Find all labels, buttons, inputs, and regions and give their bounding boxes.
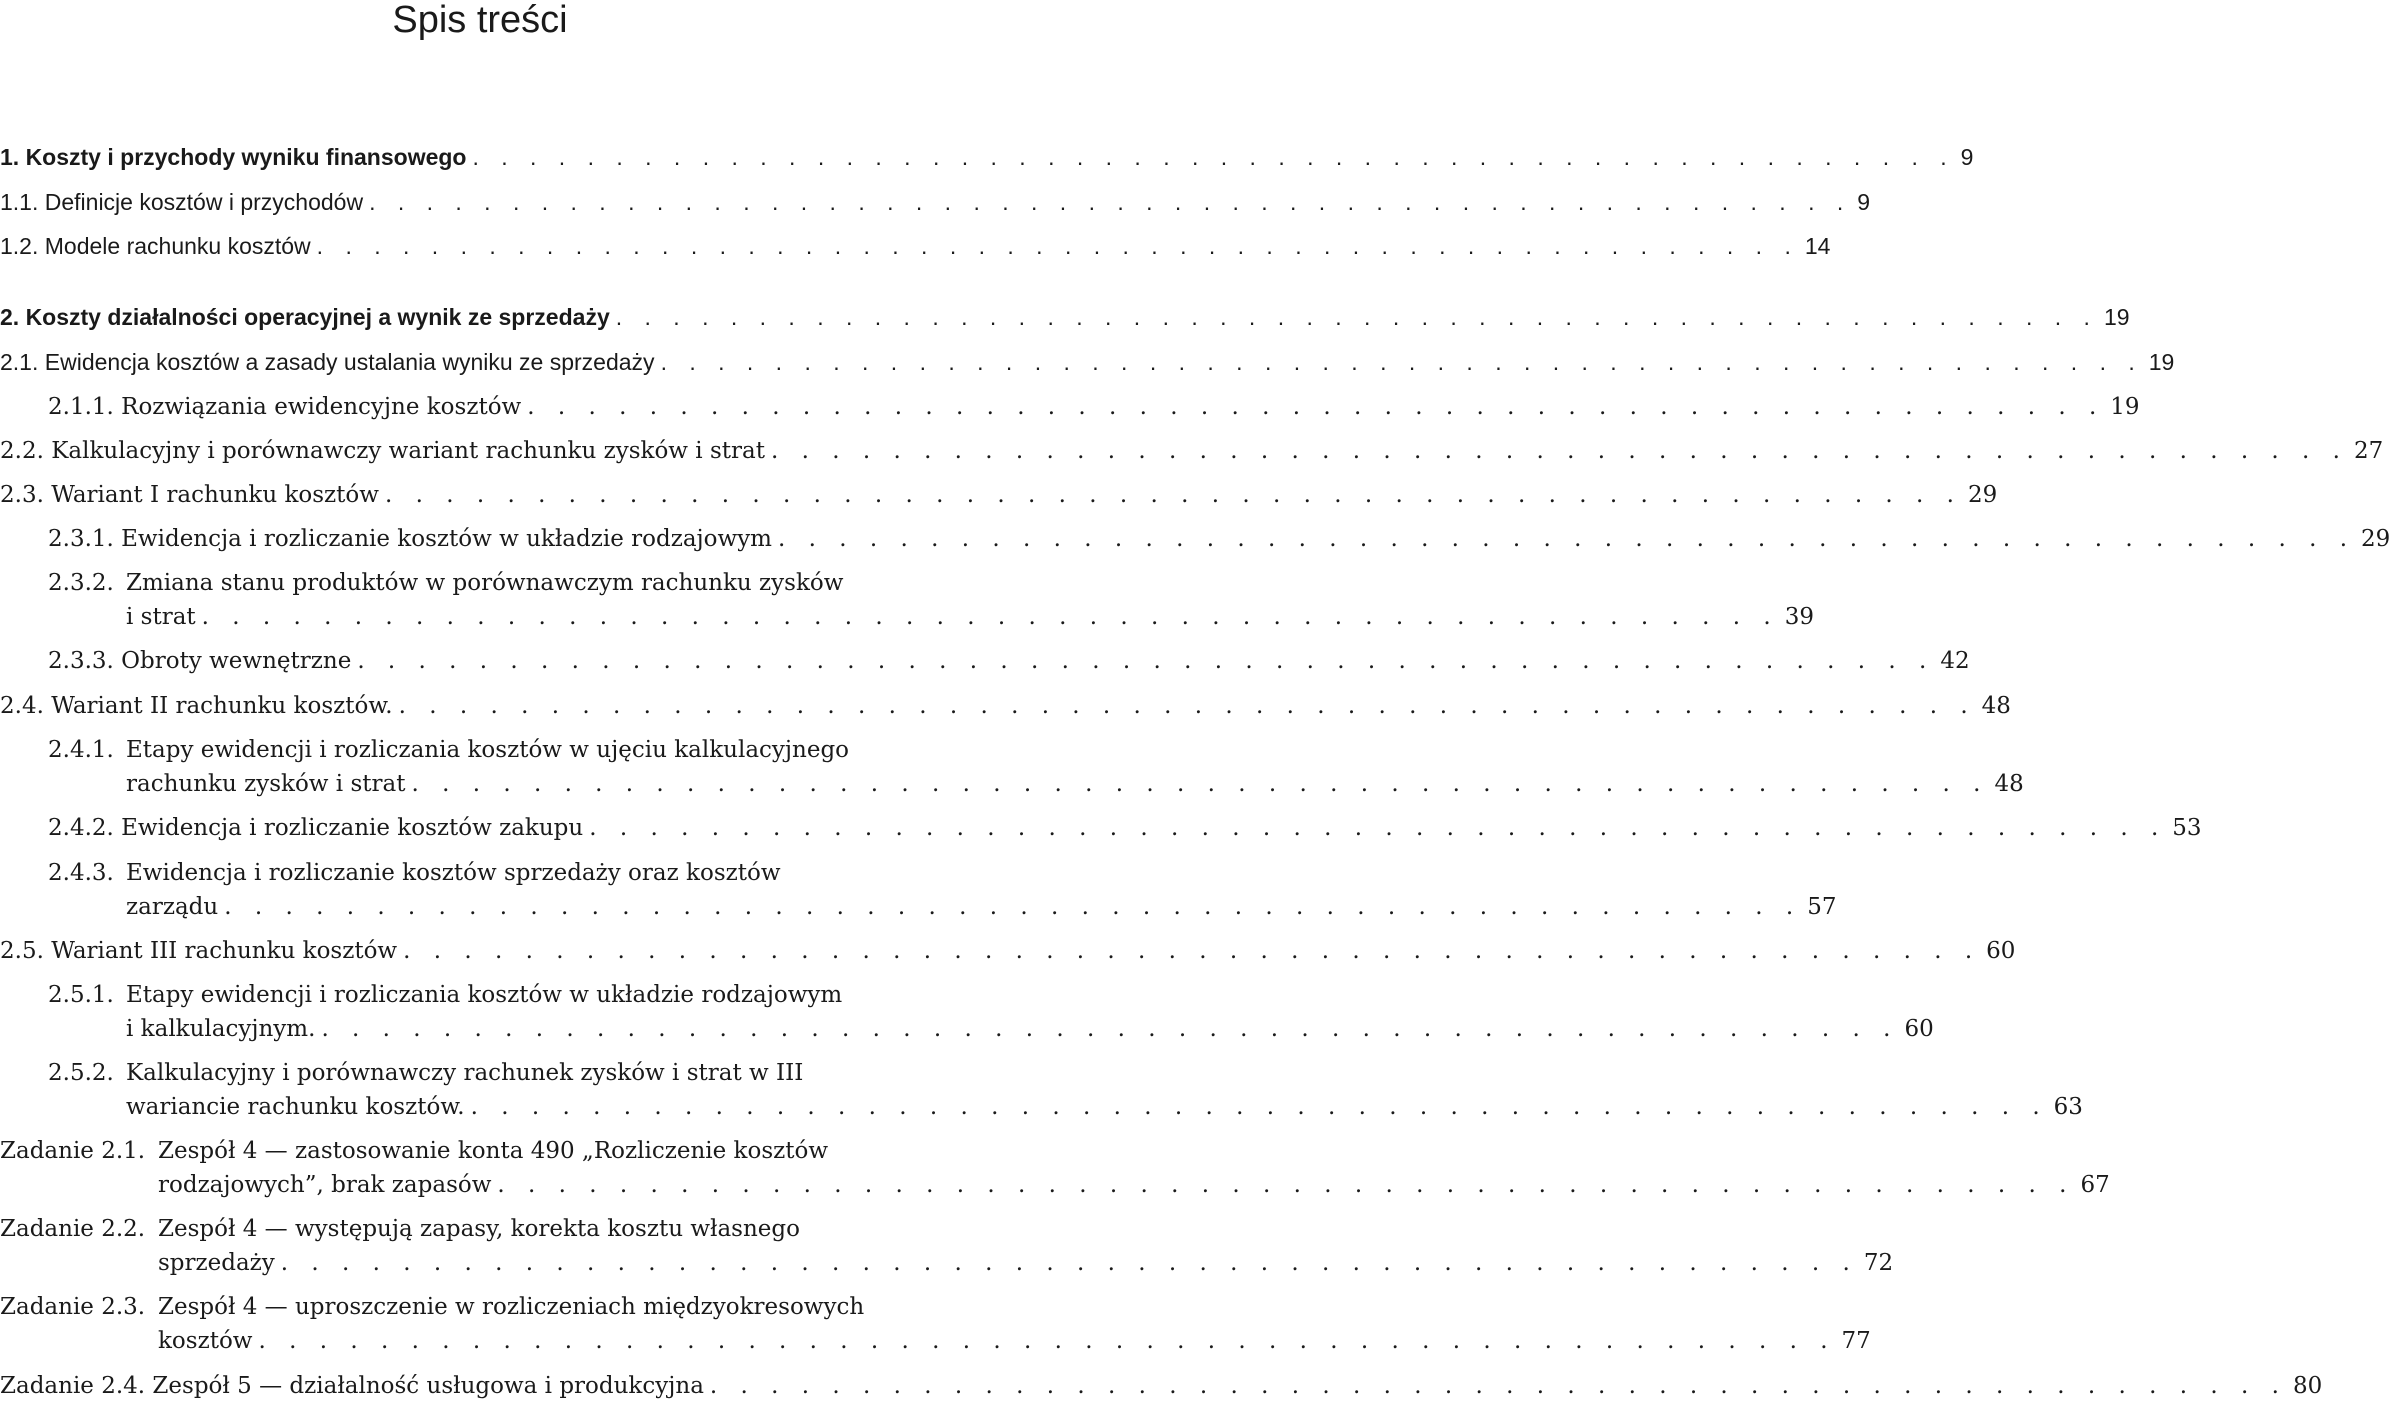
toc-entry[interactable] [0, 434, 2384, 468]
toc-entry[interactable] [48, 566, 1814, 634]
toc-entry-number: Zadanie 2.3. [0, 1294, 146, 1320]
toc-page-number: 53 [2172, 815, 2202, 841]
dot-leader: . . . . . . . . . . . . . . . . . . . . . . . . . . . . . . . . . . . . . . . . . . . . . . . . . . . . [258, 1328, 1836, 1354]
toc-entry[interactable] [0, 478, 1998, 512]
toc-page-number: 9 [1857, 189, 1871, 215]
toc-page-number: 19 [2148, 349, 2175, 375]
dot-leader: . . . . . . . . . . . . . . . . . . . . . . . . . . . . . . . . . . . . . . . . . . . . . . . . . . . . [589, 815, 2167, 841]
toc-entry[interactable] [48, 390, 2140, 424]
toc-entry[interactable] [0, 229, 1831, 263]
toc-entry-text: wariancie rachunku kosztów. [126, 1094, 465, 1120]
toc-entry-text: Kalkulacyjny i porównawczy rachunek zysków i strat w III [126, 1060, 804, 1086]
toc-page-number: 39 [1784, 604, 1814, 630]
toc-entry-text: 1. Koszty i przychody wyniku finansowego [0, 144, 467, 170]
toc-entry-text: 2.2. Kalkulacyjny i porównawczy wariant rachunku zysków i strat [0, 438, 765, 464]
toc-page-number: 60 [1904, 1016, 1934, 1042]
toc-entry[interactable] [48, 811, 2202, 845]
toc-entry[interactable] [48, 856, 1837, 924]
toc-entry[interactable] [48, 644, 1970, 678]
toc-entry-text: Ewidencja i rozliczanie kosztów sprzedaży oraz kosztów [126, 860, 781, 886]
toc-entry-number: 2.5.2. [48, 1060, 114, 1086]
dot-leader: . . . . . . . . . . . . . . . . . . . . . . . . . . . . . . . . . . . . . . . . . . . . . . . . . . . . [280, 1250, 1858, 1276]
dot-leader: . . . . . . . . . . . . . . . . . . . . . . . . . . . . . . . . . . . . . . . . . . . . . . . . . . . . [357, 648, 1935, 674]
toc-page-number: 14 [1804, 233, 1831, 259]
toc-entry[interactable] [0, 185, 1871, 219]
toc-page-number: 60 [1986, 938, 2016, 964]
toc-entry[interactable] [48, 978, 1934, 1046]
dot-leader: . . . . . . . . . . . . . . . . . . . . . . . . . . . . . . . . . . . . . . . . . . . . . . . . . . . . [398, 693, 1976, 719]
toc-entry[interactable] [0, 140, 1974, 174]
toc-entry-text: 2.1.1. Rozwiązania ewidencyjne kosztów [48, 394, 522, 420]
toc-entry-text: 2.3.1. Ewidencja i rozliczanie kosztów w układzie rodzajowym [48, 526, 772, 552]
toc-page-number: 80 [2292, 1373, 2323, 1399]
toc-entry-text: 2.3. Wariant I rachunku kosztów [0, 482, 379, 508]
toc-entry[interactable] [0, 1290, 1871, 1358]
toc-entry[interactable] [48, 1056, 2083, 1124]
toc-entry[interactable] [0, 689, 2011, 723]
toc-entry[interactable] [48, 522, 2390, 556]
toc-page-number: 29 [2361, 526, 2390, 552]
toc-entry-text: i kalkulacyjnym. [126, 1016, 316, 1042]
dot-leader: . . . . . . . . . . . . . . . . . . . . . . . . . . . . . . . . . . . . . . . . . . . . . . . . . . . . [770, 438, 2348, 464]
dot-leader: . . . . . . . . . . . . . . . . . . . . . . . . . . . . . . . . . . . . . . . . . . . . . . . . . . . . [403, 938, 1981, 964]
toc-entry-text: rodzajowych”, brak zapasów [158, 1172, 492, 1198]
toc-entry-text: 2.5. Wariant III rachunku kosztów [0, 938, 398, 964]
toc-entry-number: 2.4.3. [48, 860, 114, 886]
toc-page-number: 27 [2354, 438, 2384, 464]
toc-entry-text: Zmiana stanu produktów w porównawczym rachunku zysków [126, 570, 844, 596]
toc-entry-text: kosztów [158, 1328, 253, 1354]
toc-page-number: 63 [2053, 1094, 2083, 1120]
toc-entry-text: Etapy ewidencji i rozliczania kosztów w układzie rodzajowym [126, 982, 843, 1008]
toc-entry-text: rachunku zysków i strat [126, 771, 406, 797]
toc-entry-number: 2.4.1. [48, 737, 114, 763]
dot-leader: . . . . . . . . . . . . . . . . . . . . . . . . . . . . . . . . . . . . . . . . . . . . . . . . . . . . [615, 304, 2098, 330]
toc-entry-number: Zadanie 2.2. [0, 1216, 146, 1242]
dot-leader: . . . . . . . . . . . . . . . . . . . . . . . . . . . . . . . . . . . . . . . . . . . . . . . . . . . . [778, 526, 2356, 552]
dot-leader: . . . . . . . . . . . . . . . . . . . . . . . . . . . . . . . . . . . . . . . . . . . . . . . . . . . . [316, 233, 1799, 259]
toc-entry-text: zarządu [126, 894, 219, 920]
toc-page-number: 19 [2103, 304, 2130, 330]
dot-leader: . . . . . . . . . . . . . . . . . . . . . . . . . . . . . . . . . . . . . . . . . . . . . . . . . . . . [470, 1094, 2048, 1120]
dot-leader: . . . . . . . . . . . . . . . . . . . . . . . . . . . . . . . . . . . . . . . . . . . . . . . . . . . . [411, 771, 1989, 797]
toc-page-number: 48 [1981, 693, 2011, 719]
toc-page-number: 77 [1841, 1328, 1871, 1354]
dot-leader: . . . . . . . . . . . . . . . . . . . . . . . . . . . . . . . . . . . . . . . . . . . . . . . . . . . . [201, 604, 1779, 630]
toc-entry[interactable] [0, 345, 2175, 379]
dot-leader: . . . . . . . . . . . . . . . . . . . . . . . . . . . . . . . . . . . . . . . . . . . . . . . . . . . . [472, 144, 1955, 170]
toc-entry-text: Zespół 4 — uproszczenie w rozliczeniach międzyokresowych [158, 1294, 865, 1320]
toc-entry-text: Zespół 4 — występują zapasy, korekta kosztu własnego [158, 1216, 800, 1242]
toc-entry-text: Zadanie 2.4. Zespół 5 — działalność usługowa i produkcyjna [0, 1373, 704, 1399]
toc-page-number: 72 [1863, 1250, 1894, 1276]
dot-leader: . . . . . . . . . . . . . . . . . . . . . . . . . . . . . . . . . . . . . . . . . . . . . . . . . . . . [709, 1373, 2287, 1399]
toc-entry[interactable] [0, 300, 2130, 334]
toc-entry-text: 2.4. Wariant II rachunku kosztów. [0, 693, 393, 719]
toc-page-number: 57 [1807, 894, 1837, 920]
toc-page-number: 42 [1940, 648, 1970, 674]
toc-entry-text: Zespół 4 — zastosowanie konta 490 „Rozliczenie kosztów [158, 1138, 829, 1164]
toc-entry-number: 2.5.1. [48, 982, 114, 1008]
toc-entry-text: 2.1. Ewidencja kosztów a zasady ustalania wyniku ze sprzedaży [0, 349, 655, 375]
dot-leader: . . . . . . . . . . . . . . . . . . . . . . . . . . . . . . . . . . . . . . . . . . . . . . . . . . . . [497, 1172, 2075, 1198]
toc-entry[interactable] [0, 934, 2016, 968]
toc-entry-text: 2.4.2. Ewidencja i rozliczanie kosztów zakupu [48, 815, 584, 841]
dot-leader: . . . . . . . . . . . . . . . . . . . . . . . . . . . . . . . . . . . . . . . . . . . . . . . . . . . . [384, 482, 1962, 508]
toc-entry-text: 1.2. Modele rachunku kosztów [0, 233, 311, 259]
toc-entry-text: 2.3.3. Obroty wewnętrzne [48, 648, 352, 674]
dot-leader: . . . . . . . . . . . . . . . . . . . . . . . . . . . . . . . . . . . . . . . . . . . . . . . . . . . . [660, 349, 2143, 375]
toc-entry-text: Etapy ewidencji i rozliczania kosztów w ujęciu kalkulacyjnego [126, 737, 850, 763]
toc-entry-text: i strat [126, 604, 196, 630]
dot-leader: . . . . . . . . . . . . . . . . . . . . . . . . . . . . . . . . . . . . . . . . . . . . . . . . . . . . [369, 189, 1852, 215]
dot-leader: . . . . . . . . . . . . . . . . . . . . . . . . . . . . . . . . . . . . . . . . . . . . . . . . . . . . [527, 394, 2105, 420]
toc-page-number: 48 [1994, 771, 2024, 797]
toc-entry-number: Zadanie 2.1. [0, 1138, 146, 1164]
dot-leader: . . . . . . . . . . . . . . . . . . . . . . . . . . . . . . . . . . . . . . . . . . . . . . . . . . . . [321, 1016, 1899, 1042]
toc-entry-text: 2. Koszty działalności operacyjnej a wynik ze sprzedaży [0, 304, 610, 330]
toc-page-number: 67 [2080, 1172, 2110, 1198]
toc-entry[interactable] [0, 1369, 2323, 1403]
page-title: Spis treści [392, 0, 568, 41]
toc-page-number: 19 [2110, 394, 2140, 420]
toc-page-number: 29 [1968, 482, 1998, 508]
toc-entry-text: 1.1. Definicje kosztów i przychodów [0, 189, 364, 215]
dot-leader: . . . . . . . . . . . . . . . . . . . . . . . . . . . . . . . . . . . . . . . . . . . . . . . . . . . . [224, 894, 1802, 920]
toc-entry-number: 2.3.2. [48, 570, 114, 596]
toc-entry-text: sprzedaży [158, 1250, 275, 1276]
toc-page-number: 9 [1960, 144, 1974, 170]
toc-entry[interactable] [48, 733, 2024, 801]
toc-entry[interactable] [0, 1134, 2110, 1202]
toc-entry[interactable] [0, 1212, 1894, 1280]
